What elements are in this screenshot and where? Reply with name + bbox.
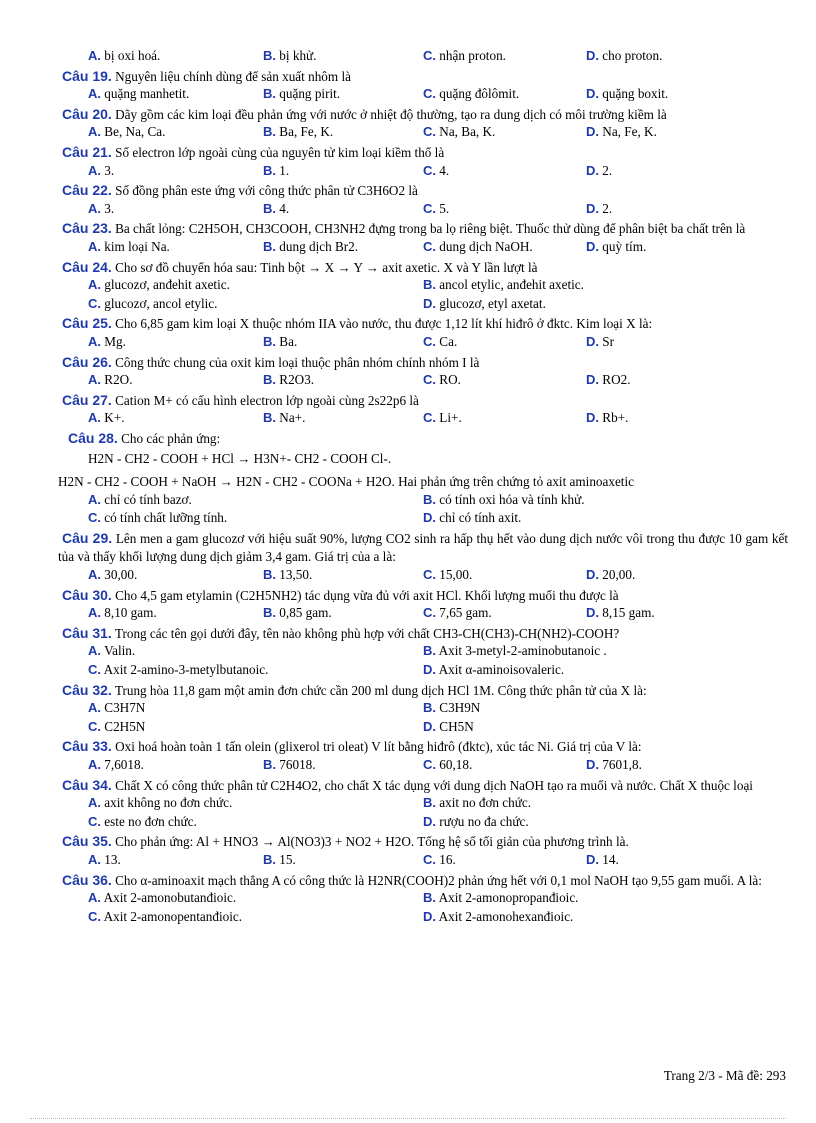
question-33: Câu 33. Oxi hoá hoàn toàn 1 tấn olein (glixerol tri oleat) V lít bằng hiđrô (đktc), xúc tác Ni. Giá trị của V là: (62, 738, 642, 755)
q19-option-b[interactable]: B. quặng pirit. (263, 86, 341, 102)
q20-option-b[interactable]: B. Ba, Fe, K. (263, 124, 334, 140)
q32-option-a[interactable]: A. C3H7N (88, 700, 146, 716)
q28-option-a[interactable]: A. chỉ có tính bazơ. (88, 491, 192, 507)
q23-option-a[interactable]: A. kim loại Na. (88, 238, 170, 254)
q21-options (58, 163, 788, 182)
q32-option-b[interactable]: B. C3H9N (423, 700, 481, 716)
q32-option-d[interactable]: D. CH5N (423, 718, 474, 734)
q25-options (58, 334, 788, 353)
q36-option-d[interactable]: D. Axit 2-amonohexanđioic. (423, 908, 574, 924)
question-26: Câu 26. Công thức chung của oxit kim loại thuộc phân nhóm chính nhóm I là (62, 353, 480, 370)
q22-option-c[interactable]: C. 5. (423, 200, 450, 216)
q20-option-a[interactable]: A. Be, Na, Ca. (88, 124, 166, 140)
q26-option-d[interactable]: D. RO2. (586, 372, 631, 388)
q34-options-cd (58, 814, 788, 833)
q28-option-b[interactable]: B. có tính oxi hóa và tính khử. (423, 491, 585, 507)
q18-options (58, 48, 788, 67)
q32-options-cd (58, 719, 788, 738)
q30-option-c[interactable]: C. 7,65 gam. (423, 605, 492, 621)
page-footer: Trang 2/3 - Mã đề: 293 (663, 1068, 786, 1083)
q29-option-d[interactable]: D. 20,00. (586, 567, 636, 583)
question-24: Câu 24. Cho sơ đồ chuyển hóa sau: Tinh bột → X → Y → axit axetic. X và Y lần lượt là (62, 258, 538, 275)
q33-option-d[interactable]: D. 7601,8. (586, 756, 642, 772)
q31-options-cd (58, 662, 788, 681)
question-27: Câu 27. Cation M+ có cấu hình electron lớp ngoài cùng 2s22p6 là (62, 391, 419, 408)
question-29: Câu 29. Lên men a gam glucozơ với hiệu suất 90%, lượng CO2 sinh ra hấp thụ hết vào dung dịch nước vôi trong thu được 10 gam kết tủa và thấy khối lượng dung dịch giảm 3,4 gam. Giá trị của a là: (58, 529, 788, 565)
q21-option-b[interactable]: B. 1. (263, 162, 290, 178)
q34-option-c[interactable]: C. este no đơn chức. (88, 813, 197, 829)
q36-option-a[interactable]: A. Axit 2-amonobutanđioic. (88, 890, 237, 906)
q35-option-d[interactable]: D. 14. (586, 851, 619, 867)
q28-option-c[interactable]: C. có tính chất lưỡng tính. (88, 510, 228, 526)
q33-option-a[interactable]: A. 7,6018. (88, 756, 144, 772)
q30-options (58, 605, 788, 624)
q20-options (58, 124, 788, 143)
q24-options-cd (58, 296, 788, 315)
q18-option-d[interactable]: D. cho proton. (586, 48, 663, 63)
q26-option-b[interactable]: B. R2O3. (263, 372, 315, 388)
question-32: Câu 32. Trung hòa 11,8 gam một amin đơn chức cần 200 ml dung dịch HCl 1M. Công thức phân tử của X là: (62, 681, 647, 698)
q22-option-d[interactable]: D. 2. (586, 200, 613, 216)
q33-option-c[interactable]: C. 60,18. (423, 756, 473, 772)
q35-option-b[interactable]: B. 15. (263, 851, 296, 867)
q34-option-a[interactable]: A. axit không no đơn chức. (88, 795, 233, 811)
question-28: Câu 28. Cho các phản ứng: (68, 429, 221, 446)
q22-options (58, 201, 788, 220)
q33-options (58, 757, 788, 776)
question-20: Câu 20. Dãy gồm các kim loại đều phản ứng với nước ở nhiệt độ thường, tạo ra dung dịch có môi trường kiềm là (62, 105, 667, 122)
q30-option-b[interactable]: B. 0,85 gam. (263, 605, 332, 621)
q31-option-d[interactable]: D. Axit α-aminoisovaleric. (423, 662, 565, 677)
question-21: Câu 21. Số electron lớp ngoài cùng của nguyên tử kim loại kiềm thổ là (62, 143, 445, 160)
q20-option-c[interactable]: C. Na, Ba, K. (423, 124, 496, 140)
q31-option-b[interactable]: B. Axit 3-metyl-2-aminobutanoic . (423, 643, 607, 659)
q26-option-c[interactable]: C. RO. (423, 372, 461, 388)
q28-options-ab (58, 492, 788, 511)
q18-option-a[interactable]: A. bị oxi hoá. (88, 48, 161, 63)
q25-option-c[interactable]: C. Ca. (423, 333, 458, 349)
q34-option-b[interactable]: B. axit no đơn chức. (423, 795, 532, 811)
q19-option-a[interactable]: A. quặng manhetit. (88, 86, 190, 102)
q29-option-c[interactable]: C. 15,00. (423, 567, 473, 583)
q23-option-d[interactable]: D. quỳ tím. (586, 238, 647, 254)
q26-options (58, 372, 788, 391)
q29-option-a[interactable]: A. 30,00. (88, 567, 138, 583)
question-23: Câu 23. Ba chất lỏng: C2H5OH, CH3COOH, CH3NH2 đựng trong ba lọ riêng biệt. Thuốc thử dùng để phân biệt ba chất trên là (62, 220, 746, 237)
q31-option-c[interactable]: C. Axit 2-amino-3-metylbutanoic. (88, 662, 269, 677)
q28-option-d[interactable]: D. chỉ có tính axit. (423, 510, 522, 526)
q27-option-b[interactable]: B. Na+. (263, 410, 306, 426)
q22-option-b[interactable]: B. 4. (263, 200, 290, 216)
q19-option-c[interactable]: C. quặng đôlômit. (423, 86, 520, 102)
q18-option-c[interactable]: C. nhận proton. (423, 48, 506, 63)
q34-option-d[interactable]: D. rượu no đa chức. (423, 813, 529, 829)
q35-option-a[interactable]: A. 13. (88, 851, 121, 867)
q24-option-c[interactable]: C. glucozơ, ancol etylic. (88, 295, 218, 311)
q34-options-ab (58, 795, 788, 814)
q32-option-c[interactable]: C. C2H5N (88, 718, 146, 734)
q23-options (58, 239, 788, 258)
q35-options (58, 852, 788, 871)
q36-options-cd (58, 909, 788, 928)
q29-options (58, 567, 788, 586)
q31-options-ab (58, 643, 788, 662)
q18-option-b[interactable]: B. bị khử. (263, 48, 317, 63)
question-36: Câu 36. Cho α-aminoaxit mạch thẳng A có công thức là H2NR(COOH)2 phản ứng hết với 0,1 mol NaOH tạo 9,55 gam muối. A là: (62, 871, 762, 888)
q25-option-d[interactable]: D. Sr (586, 333, 615, 349)
q35-option-c[interactable]: C. 16. (423, 851, 456, 867)
question-25: Câu 25. Cho 6,85 gam kim loại X thuộc nhóm IIA vào nước, thu được 1,12 lít khí hiđrô ở đktc. Kim loại X là: (62, 315, 653, 332)
q28-equation-2: H2N - CH2 - COOH + NaOH → H2N - CH2 - COONa + H2O. Hai phản ứng trên chứng tỏ axit aminoaxetic (58, 474, 634, 490)
q36-options-ab (58, 890, 788, 909)
q30-option-d[interactable]: D. 8,15 gam. (586, 605, 655, 621)
q21-option-c[interactable]: C. 4. (423, 162, 450, 178)
q30-option-a[interactable]: A. 8,10 gam. (88, 605, 157, 621)
q27-options (58, 410, 788, 429)
q19-options (58, 86, 788, 105)
q29-option-b[interactable]: B. 13,50. (263, 567, 313, 583)
q24-options-ab (58, 277, 788, 296)
q25-option-a[interactable]: A. Mg. (88, 333, 126, 349)
q28-options-cd (58, 510, 788, 529)
question-30: Câu 30. Cho 4,5 gam etylamin (C2H5NH2) tác dụng vừa đủ với axit HCl. Khối lượng muối thu được là (62, 586, 619, 603)
q21-option-a[interactable]: A. 3. (88, 162, 115, 178)
q21-option-d[interactable]: D. 2. (586, 162, 613, 178)
q23-option-b[interactable]: B. dung dịch Br2. (263, 238, 359, 254)
q32-options-ab (58, 700, 788, 719)
q33-option-b[interactable]: B. 76018. (263, 756, 316, 772)
q36-option-c[interactable]: C. Axit 2-amonopentanđioic. (88, 908, 243, 924)
q27-option-d[interactable]: D. Rb+. (586, 410, 629, 426)
q26-option-a[interactable]: A. R2O. (88, 372, 133, 388)
question-22: Câu 22. Số đồng phân este ứng với công thức phân tử C3H6O2 là (62, 182, 418, 199)
exam-page (58, 48, 788, 927)
q24-option-d[interactable]: D. glucozơ, etyl axetat. (423, 295, 546, 311)
q25-option-b[interactable]: B. Ba. (263, 333, 298, 349)
q23-option-c[interactable]: C. dung dịch NaOH. (423, 238, 533, 254)
q27-option-c[interactable]: C. Li+. (423, 410, 462, 426)
question-31: Câu 31. Trong các tên gọi dưới đây, tên nào không phù hợp với chất CH3-CH(CH3)-CH(NH2)-COOH? (62, 624, 620, 641)
q19-option-d[interactable]: D. quặng boxit. (586, 86, 669, 102)
q28-equation-1: H2N - CH2 - COOH + HCl → H3N+- CH2 - COOH Cl-. (88, 451, 392, 467)
q22-option-a[interactable]: A. 3. (88, 200, 115, 216)
q20-option-d[interactable]: D. Na, Fe, K. (586, 124, 657, 140)
question-35: Câu 35. Cho phản ứng: Al + HNO3 → Al(NO3)3 + NO2 + H2O. Tổng hệ số tối giản của phương trình là. (62, 833, 629, 850)
q24-option-a[interactable]: A. glucozơ, anđehit axetic. (88, 277, 230, 293)
q24-option-b[interactable]: B. ancol etylic, anđehit axetic. (423, 277, 584, 293)
q27-option-a[interactable]: A. K+. (88, 410, 125, 426)
q36-option-b[interactable]: B. Axit 2-amonopropanđioic. (423, 890, 579, 906)
q31-option-a[interactable]: A. Valin. (88, 643, 136, 659)
question-19: Câu 19. Nguyên liệu chính dùng để sản xuất nhôm là (62, 67, 351, 84)
page-divider (30, 1118, 786, 1119)
question-34: Câu 34. Chất X có công thức phân tử C2H4O2, cho chất X tác dụng với dung dịch NaOH tạo ra muối và nước. Chất X thuộc loại (62, 776, 753, 793)
